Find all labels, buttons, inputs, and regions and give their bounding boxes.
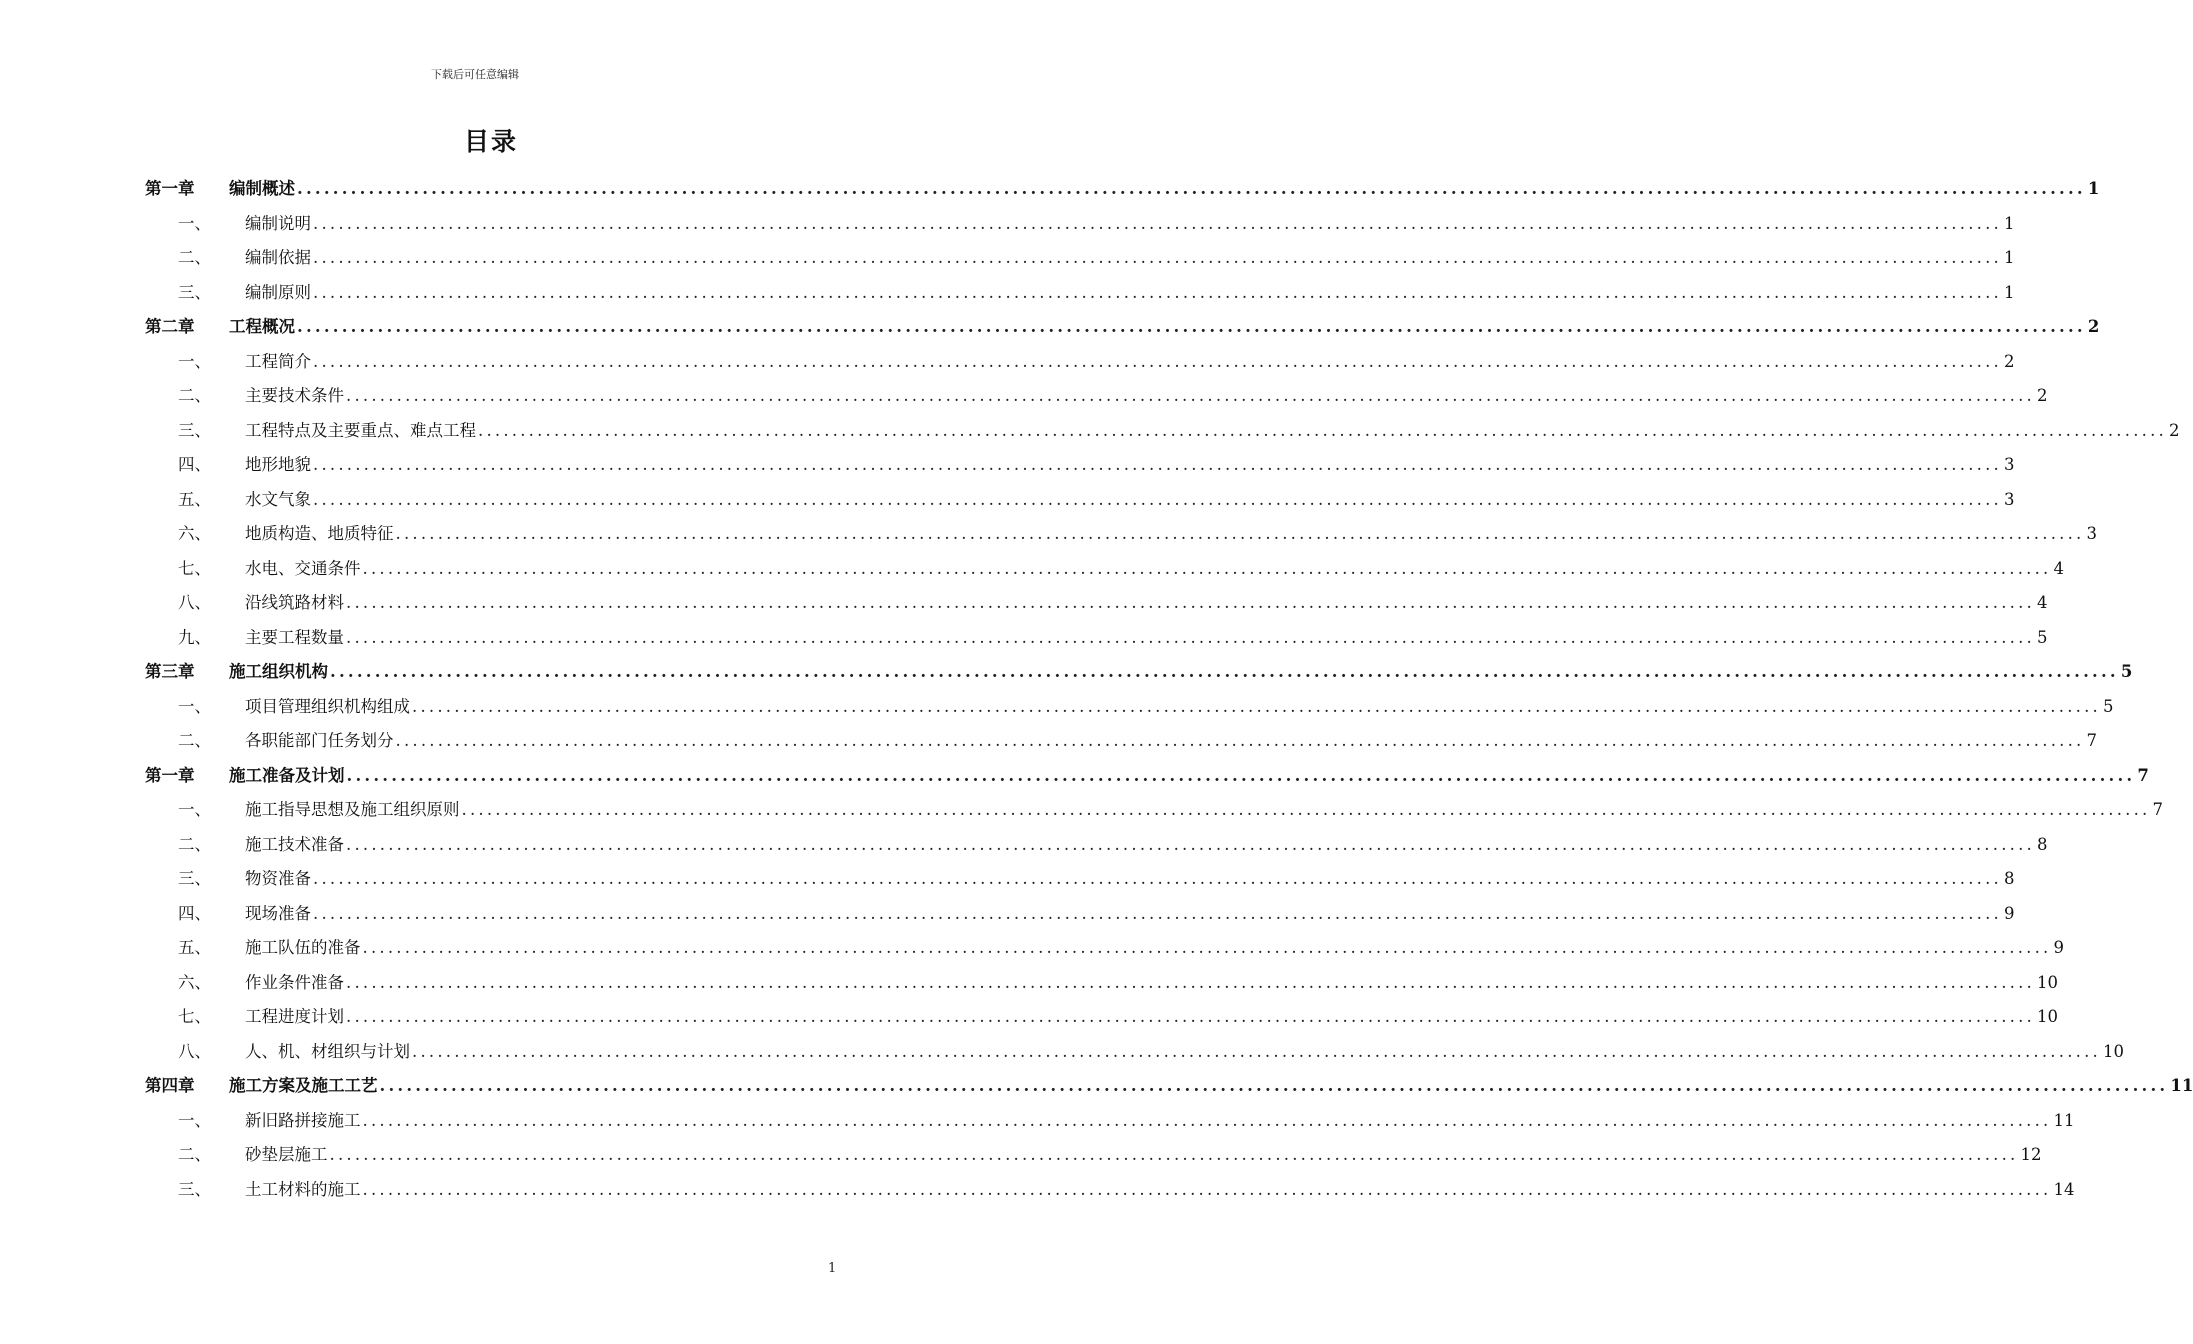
toc-entry-page: 14 xyxy=(2053,1179,2075,1199)
toc-chapter-entry[interactable] xyxy=(145,759,2149,794)
toc-entry-page: 3 xyxy=(2003,489,2015,509)
toc-entry-title: 主要工程数量 xyxy=(245,627,344,647)
toc-section-entry[interactable] xyxy=(145,897,2015,932)
toc-entry-page: 2 xyxy=(2036,386,2048,405)
toc-leader-dots: ........................................................................................................................................................................................................ xyxy=(346,972,2035,992)
toc-leader-dots: ........................................................................................................................................................................................................ xyxy=(313,282,2002,302)
toc-section-entry[interactable] xyxy=(145,621,2048,656)
toc-section-entry[interactable] xyxy=(145,483,2015,518)
toc-entry-number: 二、 xyxy=(178,834,211,854)
toc-entry-title: 现场准备 xyxy=(245,903,311,923)
toc-leader-dots: ........................................................................................................................................................................................................ xyxy=(297,179,2086,198)
toc-section-entry[interactable] xyxy=(145,207,2015,242)
toc-leader-dots: ........................................................................................................................................................................................................ xyxy=(346,386,2035,405)
toc-entry-page: 10 xyxy=(2036,1007,2058,1026)
toc-entry-page: 8 xyxy=(2003,869,2015,888)
toc-entry-title: 地质构造、地质特征 xyxy=(245,524,394,543)
toc-entry-number: 第一章 xyxy=(145,765,195,785)
toc-entry-title: 作业条件准备 xyxy=(245,972,344,992)
toc-chapter-entry[interactable] xyxy=(145,655,2133,690)
toc-entry-title: 施工方案及施工工艺 xyxy=(229,1076,378,1095)
toc-entry-title: 物资准备 xyxy=(245,869,311,888)
toc-entry-page: 10 xyxy=(2036,972,2058,992)
toc-entry-number: 七、 xyxy=(178,1007,211,1026)
toc-entry-page: 9 xyxy=(2003,903,2015,923)
toc-leader-dots: ........................................................................................................................................................................................................ xyxy=(330,662,2119,681)
toc-section-entry[interactable] xyxy=(145,345,2015,380)
toc-entry-title: 工程特点及主要重点、难点工程 xyxy=(245,420,476,440)
toc-leader-dots: ........................................................................................................................................................................................................ xyxy=(362,558,2052,578)
toc-entry-page: 11 xyxy=(2170,1076,2193,1095)
toc-leader-dots: ........................................................................................................................................................................................................ xyxy=(313,351,2002,371)
toc-entry-title: 沿线筑路材料 xyxy=(245,593,344,612)
toc-entry-title: 编制依据 xyxy=(245,248,311,267)
toc-entry-number: 三、 xyxy=(178,282,211,302)
toc-entry-title: 工程概况 xyxy=(229,317,295,336)
toc-entry-page: 4 xyxy=(2036,593,2048,612)
toc-entry-page: 1 xyxy=(2003,248,2015,267)
toc-entry-title: 施工队伍的准备 xyxy=(245,938,361,957)
page-header: 下载后可任意编辑 xyxy=(431,68,519,81)
toc-entry-page: 5 xyxy=(2102,696,2114,716)
toc-entry-title: 各职能部门任务划分 xyxy=(245,731,394,750)
toc-entry-number: 四、 xyxy=(178,903,211,923)
toc-leader-dots: ........................................................................................................................................................................................................ xyxy=(346,627,2035,647)
toc-entry-page: 1 xyxy=(2003,213,2015,233)
toc-chapter-entry[interactable] xyxy=(145,310,2100,345)
toc-section-entry[interactable] xyxy=(145,586,2048,621)
toc-chapter-entry[interactable] xyxy=(145,172,2100,207)
toc-leader-dots: ........................................................................................................................................................................................................ xyxy=(313,869,2002,888)
toc-section-entry[interactable] xyxy=(145,276,2015,311)
toc-entry-title: 项目管理组织机构组成 xyxy=(245,696,410,716)
toc-section-entry[interactable] xyxy=(145,414,2180,449)
toc-entry-number: 六、 xyxy=(178,524,211,543)
toc-entry-number: 六、 xyxy=(178,972,211,992)
toc-entry-number: 二、 xyxy=(178,731,211,750)
toc-entry-number: 一、 xyxy=(178,800,211,819)
toc-entry-number: 八、 xyxy=(178,1041,211,1061)
toc-leader-dots: ........................................................................................................................................................................................................ xyxy=(346,593,2035,612)
toc-entry-page: 9 xyxy=(2053,938,2064,957)
toc-section-entry[interactable] xyxy=(145,828,2048,863)
toc-leader-dots: ........................................................................................................................................................................................................ xyxy=(478,420,2167,440)
toc-entry-number: 第一章 xyxy=(145,179,195,198)
toc-entry-page: 7 xyxy=(2137,765,2149,785)
toc-leader-dots: ........................................................................................................................................................................................................ xyxy=(313,248,2002,267)
toc-entry-title: 工程简介 xyxy=(245,351,311,371)
toc-entry-page: 2 xyxy=(2003,351,2015,371)
toc-entry-page: 1 xyxy=(2087,179,2100,198)
toc-leader-dots: ........................................................................................................................................................................................................ xyxy=(362,938,2052,957)
toc-leader-dots: ........................................................................................................................................................................................................ xyxy=(313,213,2002,233)
toc-entry-title: 编制概述 xyxy=(229,179,295,198)
toc-entry-number: 九、 xyxy=(178,627,211,647)
toc-entry-page: 2 xyxy=(2087,317,2100,336)
toc-entry-title: 地形地貌 xyxy=(245,455,311,474)
toc-entry-page: 12 xyxy=(2020,1145,2042,1164)
toc-leader-dots: ........................................................................................................................................................................................................ xyxy=(313,903,2002,923)
toc-entry-number: 第三章 xyxy=(145,662,195,681)
toc-leader-dots: ........................................................................................................................................................................................................ xyxy=(412,696,2101,716)
toc-entry-number: 一、 xyxy=(178,351,211,371)
toc-leader-dots: ........................................................................................................................................................................................................ xyxy=(346,765,2136,785)
toc-entry-number: 八、 xyxy=(178,593,211,612)
toc-section-entry[interactable] xyxy=(145,931,2064,966)
toc-entry-number: 第二章 xyxy=(145,317,195,336)
toc-leader-dots: ........................................................................................................................................................................................................ xyxy=(362,1179,2052,1199)
toc-leader-dots: ........................................................................................................................................................................................................ xyxy=(395,524,2085,543)
toc-entry-title: 施工准备及计划 xyxy=(229,765,345,785)
toc-leader-dots: ........................................................................................................................................................................................................ xyxy=(313,489,2002,509)
toc-section-entry[interactable] xyxy=(145,966,2058,1001)
toc-entry-page: 11 xyxy=(2053,1110,2075,1130)
toc-section-entry[interactable] xyxy=(145,1035,2124,1070)
toc-section-entry[interactable] xyxy=(145,379,2048,414)
toc-entry-number: 五、 xyxy=(178,489,211,509)
toc-entry-page: 4 xyxy=(2053,558,2064,578)
toc-entry-title: 人、机、材组织与计划 xyxy=(245,1041,410,1061)
toc-entry-page: 10 xyxy=(2102,1041,2124,1061)
toc-section-entry[interactable] xyxy=(145,1173,2075,1208)
toc-section-entry[interactable] xyxy=(145,1138,2042,1173)
toc-chapter-entry[interactable] xyxy=(145,1069,2193,1104)
toc-entry-title: 工程进度计划 xyxy=(245,1007,344,1026)
toc-section-entry[interactable] xyxy=(145,690,2114,725)
toc-entry-number: 二、 xyxy=(178,386,211,405)
page-title: 目录 xyxy=(463,127,518,156)
toc-leader-dots: ........................................................................................................................................................................................................ xyxy=(346,834,2035,854)
toc-section-entry[interactable] xyxy=(145,1104,2075,1139)
toc-section-entry[interactable] xyxy=(145,1000,2058,1035)
toc-section-entry[interactable] xyxy=(145,552,2064,587)
toc-section-entry[interactable] xyxy=(145,517,2097,552)
toc-entry-page: 7 xyxy=(2086,731,2097,750)
toc-entry-page: 3 xyxy=(2086,524,2097,543)
toc-entry-page: 2 xyxy=(2168,420,2180,440)
toc-entry-title: 施工指导思想及施工组织原则 xyxy=(245,800,460,819)
toc-entry-number: 五、 xyxy=(178,938,211,957)
toc-entry-number: 四、 xyxy=(178,455,211,474)
toc-section-entry[interactable] xyxy=(145,862,2015,897)
toc-entry-number: 一、 xyxy=(178,1110,211,1130)
toc-entry-number: 三、 xyxy=(178,420,211,440)
toc-entry-title: 砂垫层施工 xyxy=(245,1145,328,1164)
toc-entry-number: 二、 xyxy=(178,1145,211,1164)
toc-entry-page: 5 xyxy=(2036,627,2048,647)
toc-entry-page: 8 xyxy=(2036,834,2048,854)
toc-leader-dots: ........................................................................................................................................................................................................ xyxy=(313,455,2002,474)
toc-entry-number: 七、 xyxy=(178,558,211,578)
toc-entry-title: 施工技术准备 xyxy=(245,834,344,854)
toc-leader-dots: ........................................................................................................................................................................................................ xyxy=(395,731,2085,750)
toc-entry-page: 1 xyxy=(2003,282,2015,302)
toc-entry-number: 一、 xyxy=(178,696,211,716)
toc-leader-dots: ........................................................................................................................................................................................................ xyxy=(412,1041,2101,1061)
toc-leader-dots: ........................................................................................................................................................................................................ xyxy=(346,1007,2035,1026)
toc-entry-page: 5 xyxy=(2120,662,2133,681)
toc-leader-dots: ........................................................................................................................................................................................................ xyxy=(461,800,2151,819)
toc-entry-number: 一、 xyxy=(178,213,211,233)
toc-entry-number: 第四章 xyxy=(145,1076,195,1095)
toc-leader-dots: ........................................................................................................................................................................................................ xyxy=(329,1145,2019,1164)
toc-leader-dots: ........................................................................................................................................................................................................ xyxy=(379,1076,2169,1095)
toc-leader-dots: ........................................................................................................................................................................................................ xyxy=(297,317,2086,336)
toc-entry-number: 二、 xyxy=(178,248,211,267)
toc-section-entry[interactable] xyxy=(145,793,2163,828)
toc-entry-title: 施工组织机构 xyxy=(229,662,328,681)
toc-entry-title: 新旧路拼接施工 xyxy=(245,1110,361,1130)
toc-leader-dots: ........................................................................................................................................................................................................ xyxy=(362,1110,2052,1130)
toc-section-entry[interactable] xyxy=(145,448,2015,483)
toc-entry-title: 土工材料的施工 xyxy=(245,1179,361,1199)
page-number: 1 xyxy=(828,1261,837,1276)
toc-entry-number: 三、 xyxy=(178,1179,211,1199)
toc-entry-title: 主要技术条件 xyxy=(245,386,344,405)
toc-entry-title: 编制说明 xyxy=(245,213,311,233)
toc-entry-title: 水文气象 xyxy=(245,489,311,509)
toc-section-entry[interactable] xyxy=(145,724,2097,759)
toc-entry-title: 水电、交通条件 xyxy=(245,558,361,578)
toc-entry-number: 三、 xyxy=(178,869,211,888)
table-of-contents xyxy=(145,172,2193,1207)
toc-entry-page: 7 xyxy=(2152,800,2163,819)
toc-section-entry[interactable] xyxy=(145,241,2015,276)
toc-entry-title: 编制原则 xyxy=(245,282,311,302)
toc-entry-page: 3 xyxy=(2003,455,2015,474)
